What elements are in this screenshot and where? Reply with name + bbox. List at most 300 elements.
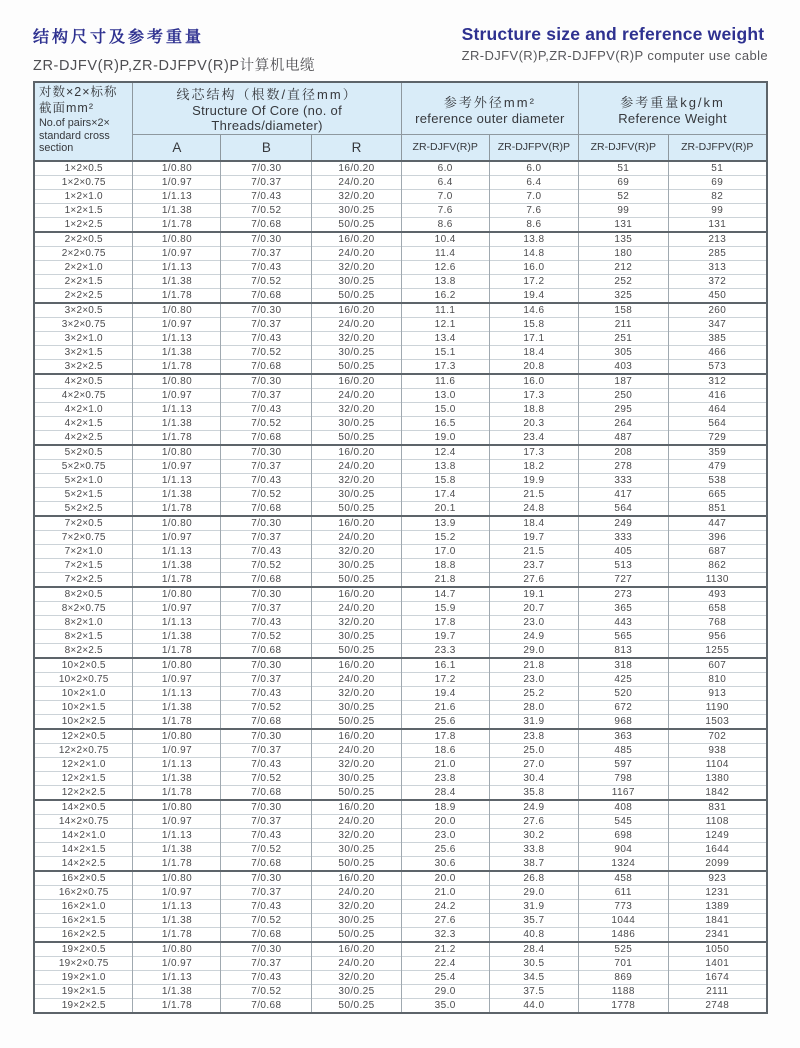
data-cell: 564 [579, 501, 668, 516]
data-cell: 21.8 [489, 658, 578, 673]
data-cell: 7/0.52 [221, 345, 312, 359]
data-cell: 24/0.20 [312, 814, 401, 828]
data-cell: 1130 [668, 572, 767, 587]
data-cell: 7/0.43 [221, 828, 312, 842]
row-label: 3×2×1.5 [34, 345, 133, 359]
row-label: 3×2×2.5 [34, 359, 133, 374]
data-cell: 1/1.78 [133, 430, 221, 445]
row-label: 1×2×1.0 [34, 189, 133, 203]
table-row [34, 473, 767, 487]
data-cell: 7/0.43 [221, 473, 312, 487]
data-cell: 30/0.25 [312, 274, 401, 288]
data-cell: 1644 [668, 842, 767, 856]
data-cell: 1/1.38 [133, 700, 221, 714]
row-label: 19×2×1.0 [34, 970, 133, 984]
data-cell: 1104 [668, 757, 767, 771]
data-cell: 372 [668, 274, 767, 288]
data-cell: 1/0.97 [133, 601, 221, 615]
table-row [34, 771, 767, 785]
data-cell: 158 [579, 303, 668, 318]
data-cell: 7/0.30 [221, 516, 312, 531]
data-cell: 1/0.80 [133, 516, 221, 531]
data-cell: 35.0 [401, 998, 489, 1013]
row-label: 2×2×1.5 [34, 274, 133, 288]
data-cell: 69 [579, 175, 668, 189]
data-cell: 447 [668, 516, 767, 531]
data-cell: 24/0.20 [312, 743, 401, 757]
row-label: 7×2×2.5 [34, 572, 133, 587]
header-pairs-zh: 对数×2×标称截面mm² [39, 85, 118, 115]
row-label: 2×2×2.5 [34, 288, 133, 303]
data-cell: 23.3 [401, 643, 489, 658]
data-cell: 32/0.20 [312, 757, 401, 771]
table-row [34, 913, 767, 927]
data-cell: 11.4 [401, 246, 489, 260]
data-cell: 727 [579, 572, 668, 587]
data-cell: 702 [668, 729, 767, 744]
data-cell: 7/0.68 [221, 927, 312, 942]
row-label: 14×2×2.5 [34, 856, 133, 871]
data-cell: 21.5 [489, 487, 578, 501]
data-cell: 7/0.68 [221, 217, 312, 232]
table-row [34, 885, 767, 899]
data-cell: 7/0.37 [221, 885, 312, 899]
data-cell: 1/1.38 [133, 416, 221, 430]
row-label: 5×2×0.5 [34, 445, 133, 460]
data-cell: 7/0.30 [221, 303, 312, 318]
data-cell: 6.4 [489, 175, 578, 189]
row-label: 3×2×1.0 [34, 331, 133, 345]
row-label: 7×2×1.0 [34, 544, 133, 558]
data-cell: 20.0 [401, 814, 489, 828]
table-row [34, 658, 767, 673]
header-pairs-cross-section [34, 82, 133, 161]
data-cell: 30.2 [489, 828, 578, 842]
data-cell: 14.6 [489, 303, 578, 318]
header-weight-en: Reference Weight [618, 110, 727, 126]
data-cell: 12.1 [401, 317, 489, 331]
row-label: 16×2×1.0 [34, 899, 133, 913]
data-cell: 21.0 [401, 885, 489, 899]
table-row [34, 643, 767, 658]
data-cell: 7.0 [401, 189, 489, 203]
data-cell: 211 [579, 317, 668, 331]
data-cell: 12.6 [401, 260, 489, 274]
row-label: 14×2×1.5 [34, 842, 133, 856]
data-cell: 1/0.80 [133, 871, 221, 886]
row-label: 10×2×1.5 [34, 700, 133, 714]
data-cell: 862 [668, 558, 767, 572]
data-cell: 19.4 [489, 288, 578, 303]
data-cell: 698 [579, 828, 668, 842]
row-label: 12×2×1.5 [34, 771, 133, 785]
table-row [34, 956, 767, 970]
data-cell: 6.0 [401, 161, 489, 176]
data-cell: 7/0.68 [221, 998, 312, 1013]
data-cell: 16.1 [401, 658, 489, 673]
data-cell: 1050 [668, 942, 767, 957]
data-cell: 29.0 [489, 643, 578, 658]
data-cell: 7/0.37 [221, 601, 312, 615]
header-core-zh: 线芯结构（根数/直径mm） [176, 87, 358, 102]
data-cell: 32/0.20 [312, 615, 401, 629]
data-cell: 1/1.38 [133, 913, 221, 927]
data-cell: 13.8 [401, 274, 489, 288]
data-cell: 1/1.78 [133, 217, 221, 232]
data-cell: 1/0.80 [133, 161, 221, 176]
row-label: 1×2×0.75 [34, 175, 133, 189]
data-cell: 19.7 [489, 530, 578, 544]
data-cell: 7/0.30 [221, 729, 312, 744]
data-cell: 23.0 [489, 615, 578, 629]
table-row [34, 317, 767, 331]
data-cell: 25.4 [401, 970, 489, 984]
table-row [34, 303, 767, 318]
data-cell: 16.0 [489, 260, 578, 274]
data-cell: 1380 [668, 771, 767, 785]
data-cell: 333 [579, 473, 668, 487]
data-cell: 7/0.52 [221, 984, 312, 998]
data-cell: 7/0.52 [221, 203, 312, 217]
data-cell: 7/0.37 [221, 743, 312, 757]
data-cell: 6.4 [401, 175, 489, 189]
subheader-col-a: A [133, 135, 221, 161]
data-cell: 405 [579, 544, 668, 558]
data-cell: 16/0.20 [312, 516, 401, 531]
data-cell: 1249 [668, 828, 767, 842]
data-cell: 251 [579, 331, 668, 345]
row-label: 1×2×2.5 [34, 217, 133, 232]
data-cell: 938 [668, 743, 767, 757]
data-cell: 1674 [668, 970, 767, 984]
data-cell: 21.2 [401, 942, 489, 957]
table-row [34, 501, 767, 516]
data-cell: 363 [579, 729, 668, 744]
data-cell: 16/0.20 [312, 587, 401, 602]
data-cell: 23.8 [489, 729, 578, 744]
table-row [34, 970, 767, 984]
table-row [34, 260, 767, 274]
data-cell: 7/0.68 [221, 501, 312, 516]
data-cell: 1503 [668, 714, 767, 729]
row-label: 12×2×1.0 [34, 757, 133, 771]
data-cell: 23.8 [401, 771, 489, 785]
data-cell: 250 [579, 388, 668, 402]
data-cell: 30/0.25 [312, 984, 401, 998]
data-cell: 2111 [668, 984, 767, 998]
data-cell: 8.6 [489, 217, 578, 232]
data-cell: 7/0.52 [221, 771, 312, 785]
page-title-en: Structure size and reference weight [461, 24, 765, 44]
data-cell: 1/0.97 [133, 672, 221, 686]
data-cell: 1/1.78 [133, 998, 221, 1013]
table-body [34, 161, 767, 1013]
data-cell: 1486 [579, 927, 668, 942]
data-cell: 25.6 [401, 842, 489, 856]
data-cell: 1108 [668, 814, 767, 828]
data-cell: 7/0.30 [221, 871, 312, 886]
data-cell: 35.7 [489, 913, 578, 927]
header-pairs-en: No.of pairs×2× standard cross section [39, 117, 110, 155]
table-head [34, 82, 767, 161]
data-cell: 24/0.20 [312, 175, 401, 189]
data-cell: 16/0.20 [312, 374, 401, 389]
spec-table [33, 81, 768, 1014]
data-cell: 956 [668, 629, 767, 643]
data-cell: 30/0.25 [312, 700, 401, 714]
data-cell: 23.7 [489, 558, 578, 572]
header-diameter-en: reference outer diameter [415, 110, 565, 126]
data-cell: 1/0.97 [133, 956, 221, 970]
data-cell: 1/0.97 [133, 459, 221, 473]
data-cell: 7/0.52 [221, 629, 312, 643]
data-cell: 131 [579, 217, 668, 232]
table-row [34, 288, 767, 303]
data-cell: 7/0.37 [221, 672, 312, 686]
row-label: 14×2×0.5 [34, 800, 133, 815]
data-cell: 773 [579, 899, 668, 913]
data-cell: 32/0.20 [312, 473, 401, 487]
header-weight-zh: 参考重量kg/km [620, 94, 725, 110]
data-cell: 1/1.13 [133, 757, 221, 771]
data-cell: 1255 [668, 643, 767, 658]
data-cell: 32/0.20 [312, 331, 401, 345]
data-cell: 1/1.13 [133, 686, 221, 700]
data-cell: 20.7 [489, 601, 578, 615]
data-cell: 1/1.13 [133, 828, 221, 842]
data-cell: 768 [668, 615, 767, 629]
data-cell: 7/0.52 [221, 416, 312, 430]
data-cell: 19.4 [401, 686, 489, 700]
data-cell: 13.9 [401, 516, 489, 531]
data-cell: 7/0.68 [221, 359, 312, 374]
header-outer-diameter [401, 82, 578, 135]
data-cell: 7/0.37 [221, 530, 312, 544]
data-cell: 6.0 [489, 161, 578, 176]
data-cell: 14.7 [401, 587, 489, 602]
data-cell: 187 [579, 374, 668, 389]
table-row [34, 217, 767, 232]
data-cell: 13.8 [401, 459, 489, 473]
table-row [34, 203, 767, 217]
subheader-col-r: R [312, 135, 401, 161]
subheader-diameter-zr-djfv: ZR-DJFV(R)P [401, 135, 489, 161]
table-row [34, 601, 767, 615]
data-cell: 729 [668, 430, 767, 445]
data-cell: 16.5 [401, 416, 489, 430]
data-cell: 904 [579, 842, 668, 856]
data-cell: 32/0.20 [312, 899, 401, 913]
data-cell: 1/1.38 [133, 203, 221, 217]
table-row [34, 161, 767, 176]
data-cell: 24.9 [489, 800, 578, 815]
data-cell: 1841 [668, 913, 767, 927]
data-cell: 7/0.30 [221, 445, 312, 460]
data-cell: 24/0.20 [312, 246, 401, 260]
data-cell: 7/0.43 [221, 402, 312, 416]
data-cell: 27.0 [489, 757, 578, 771]
data-cell: 135 [579, 232, 668, 247]
data-cell: 28.0 [489, 700, 578, 714]
data-cell: 7.0 [489, 189, 578, 203]
data-cell: 21.8 [401, 572, 489, 587]
data-cell: 7/0.37 [221, 388, 312, 402]
title-block-zh [33, 24, 315, 75]
table-row [34, 587, 767, 602]
data-cell: 810 [668, 672, 767, 686]
data-cell: 25.0 [489, 743, 578, 757]
row-label: 10×2×0.5 [34, 658, 133, 673]
data-cell: 18.6 [401, 743, 489, 757]
data-cell: 1/0.97 [133, 175, 221, 189]
data-cell: 7/0.37 [221, 246, 312, 260]
data-cell: 1/1.13 [133, 473, 221, 487]
data-cell: 417 [579, 487, 668, 501]
data-cell: 1/1.38 [133, 274, 221, 288]
data-cell: 458 [579, 871, 668, 886]
data-cell: 443 [579, 615, 668, 629]
data-cell: 1/1.38 [133, 771, 221, 785]
data-cell: 665 [668, 487, 767, 501]
data-cell: 22.4 [401, 956, 489, 970]
data-cell: 30/0.25 [312, 629, 401, 643]
data-cell: 7/0.30 [221, 161, 312, 176]
row-label: 10×2×2.5 [34, 714, 133, 729]
data-cell: 968 [579, 714, 668, 729]
data-cell: 7/0.43 [221, 970, 312, 984]
data-cell: 1190 [668, 700, 767, 714]
data-cell: 1/1.13 [133, 189, 221, 203]
data-cell: 17.2 [489, 274, 578, 288]
data-cell: 672 [579, 700, 668, 714]
data-cell: 1/0.97 [133, 530, 221, 544]
data-cell: 131 [668, 217, 767, 232]
data-cell: 1/1.78 [133, 572, 221, 587]
header-core-en: Structure Of Core (no. of Threads/diameter) [192, 103, 342, 133]
data-cell: 31.9 [489, 899, 578, 913]
data-cell: 16/0.20 [312, 942, 401, 957]
data-cell: 19.7 [401, 629, 489, 643]
row-label: 4×2×0.5 [34, 374, 133, 389]
row-label: 8×2×2.5 [34, 643, 133, 658]
data-cell: 18.8 [401, 558, 489, 572]
data-cell: 30.4 [489, 771, 578, 785]
table-row [34, 984, 767, 998]
table-row [34, 814, 767, 828]
table-row [34, 544, 767, 558]
row-label: 4×2×0.75 [34, 388, 133, 402]
data-cell: 385 [668, 331, 767, 345]
data-cell: 7/0.30 [221, 942, 312, 957]
data-cell: 32/0.20 [312, 970, 401, 984]
data-cell: 7/0.68 [221, 288, 312, 303]
data-cell: 1/1.38 [133, 984, 221, 998]
data-cell: 14.8 [489, 246, 578, 260]
data-cell: 252 [579, 274, 668, 288]
data-cell: 687 [668, 544, 767, 558]
data-cell: 26.8 [489, 871, 578, 886]
data-cell: 15.8 [489, 317, 578, 331]
data-cell: 658 [668, 601, 767, 615]
table-row [34, 800, 767, 815]
data-cell: 21.6 [401, 700, 489, 714]
data-cell: 464 [668, 402, 767, 416]
data-cell: 11.1 [401, 303, 489, 318]
table-row [34, 856, 767, 871]
data-cell: 99 [668, 203, 767, 217]
data-cell: 1/1.38 [133, 345, 221, 359]
data-cell: 479 [668, 459, 767, 473]
row-label: 19×2×0.5 [34, 942, 133, 957]
data-cell: 408 [579, 800, 668, 815]
data-cell: 27.6 [401, 913, 489, 927]
table-row [34, 189, 767, 203]
subheader-weight-zr-djfv: ZR-DJFV(R)P [579, 135, 668, 161]
table-row [34, 629, 767, 643]
data-cell: 1/0.80 [133, 658, 221, 673]
data-cell: 25.2 [489, 686, 578, 700]
data-cell: 24/0.20 [312, 530, 401, 544]
table-row [34, 359, 767, 374]
table-row [34, 672, 767, 686]
data-cell: 403 [579, 359, 668, 374]
table-row [34, 345, 767, 359]
row-label: 1×2×1.5 [34, 203, 133, 217]
data-cell: 1/1.78 [133, 856, 221, 871]
row-label: 16×2×0.75 [34, 885, 133, 899]
data-cell: 24.8 [489, 501, 578, 516]
data-cell: 32/0.20 [312, 402, 401, 416]
data-cell: 249 [579, 516, 668, 531]
data-cell: 15.0 [401, 402, 489, 416]
row-label: 12×2×0.5 [34, 729, 133, 744]
data-cell: 520 [579, 686, 668, 700]
row-label: 5×2×0.75 [34, 459, 133, 473]
data-cell: 30.5 [489, 956, 578, 970]
data-cell: 347 [668, 317, 767, 331]
row-label: 7×2×0.5 [34, 516, 133, 531]
data-cell: 30/0.25 [312, 345, 401, 359]
data-cell: 17.2 [401, 672, 489, 686]
data-cell: 13.8 [489, 232, 578, 247]
row-label: 14×2×1.0 [34, 828, 133, 842]
data-cell: 7/0.68 [221, 785, 312, 800]
data-cell: 359 [668, 445, 767, 460]
data-cell: 1/1.38 [133, 487, 221, 501]
data-cell: 1188 [579, 984, 668, 998]
data-cell: 285 [668, 246, 767, 260]
data-cell: 278 [579, 459, 668, 473]
data-cell: 1/1.13 [133, 544, 221, 558]
data-cell: 7/0.37 [221, 814, 312, 828]
data-cell: 212 [579, 260, 668, 274]
subheader-weight-zr-djfpv: ZR-DJFPV(R)P [668, 135, 767, 161]
table-row [34, 274, 767, 288]
row-label: 2×2×1.0 [34, 260, 133, 274]
data-cell: 573 [668, 359, 767, 374]
table-row [34, 828, 767, 842]
data-cell: 28.4 [489, 942, 578, 957]
data-cell: 11.6 [401, 374, 489, 389]
data-cell: 365 [579, 601, 668, 615]
data-cell: 32/0.20 [312, 828, 401, 842]
data-cell: 17.1 [489, 331, 578, 345]
data-cell: 32/0.20 [312, 189, 401, 203]
data-cell: 50/0.25 [312, 714, 401, 729]
data-cell: 305 [579, 345, 668, 359]
table-row [34, 459, 767, 473]
page-subtitle-en: ZR-DJFV(R)P,ZR-DJFPV(R)P computer use cable [461, 48, 768, 63]
